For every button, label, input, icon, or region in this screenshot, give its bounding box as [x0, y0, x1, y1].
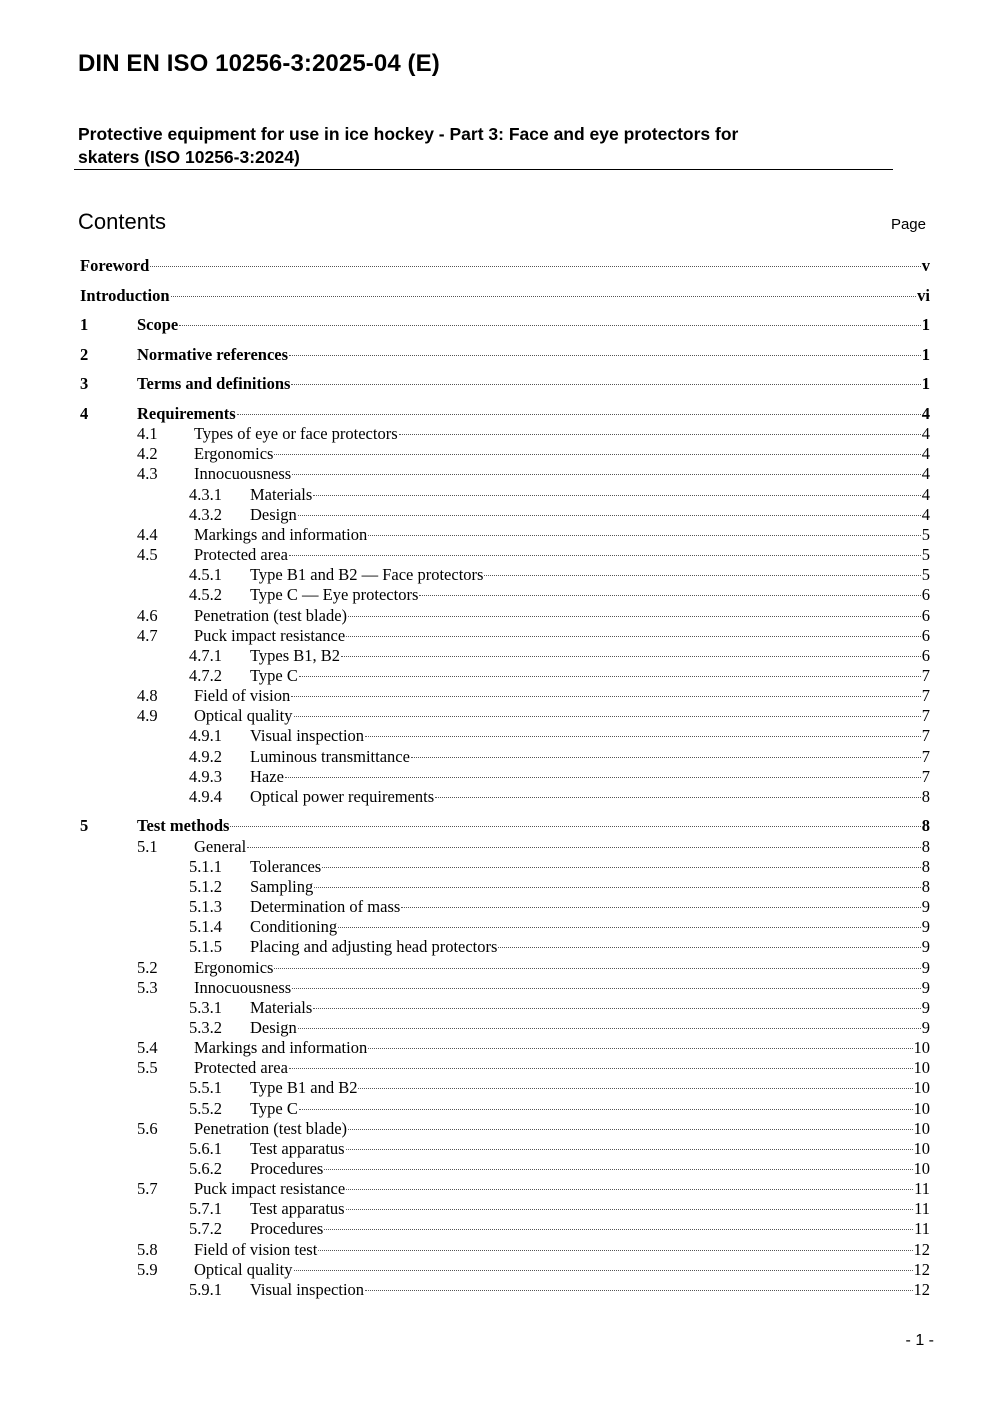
toc-entry-number: 4.9.3 — [189, 766, 222, 786]
toc-entry[interactable] — [194, 424, 930, 444]
toc-entry-number: 5.9.1 — [189, 1279, 222, 1299]
toc-entry[interactable] — [137, 315, 930, 335]
toc-dot-leader — [285, 777, 921, 778]
toc-entry-title: Protected area — [194, 1058, 288, 1078]
toc-entry-title: Requirements — [137, 404, 236, 423]
toc-entry-title: Scope — [137, 315, 179, 335]
toc-entry[interactable] — [250, 787, 930, 807]
toc-entry-number: 4.9 — [137, 706, 158, 726]
toc-entry[interactable] — [194, 444, 930, 464]
toc-entry-number: 5 — [80, 816, 89, 836]
toc-dot-leader — [179, 325, 921, 326]
toc-entry-title: Materials — [250, 997, 313, 1017]
toc-entry-number: 5.4 — [137, 1038, 158, 1058]
toc-entry-title: Types of eye or face protectors — [194, 424, 398, 444]
toc-entry-page: v — [921, 256, 930, 275]
toc-entry-number: 4.7.2 — [189, 665, 222, 685]
toc-entry-number: 5.3.2 — [189, 1017, 222, 1037]
toc-entry[interactable] — [250, 1139, 930, 1159]
toc-entry-page: 1 — [921, 315, 930, 335]
toc-entry-title: Procedures — [250, 1219, 324, 1239]
toc-entry-title: Innocuousness — [194, 977, 292, 997]
toc-entry-number: 4.3.2 — [189, 504, 222, 524]
toc-entry-number: 5.5.1 — [189, 1078, 222, 1098]
toc-entry[interactable] — [250, 726, 930, 746]
toc-dot-leader — [358, 1088, 912, 1089]
toc-entry-page: 11 — [914, 1219, 930, 1239]
toc-dot-leader — [314, 887, 920, 888]
toc-dot-leader — [411, 757, 921, 758]
toc-entry-page: 12 — [913, 1259, 930, 1279]
toc-entry-number: 5.1.3 — [189, 897, 222, 917]
toc-entry[interactable] — [194, 978, 930, 998]
toc-entry-number: 4.9.2 — [189, 746, 222, 766]
toc-entry-page: 8 — [921, 786, 930, 806]
toc-entry[interactable] — [250, 767, 930, 787]
toc-entry-title: Materials — [250, 484, 313, 504]
toc-entry-page: 10 — [913, 1098, 930, 1118]
subtitle-line-2: skaters (ISO 10256-3:2024) — [78, 147, 300, 167]
toc-entry-number: 5.1 — [137, 836, 158, 856]
toc-entry[interactable] — [250, 877, 930, 897]
toc-entry-title: Determination of mass — [250, 897, 401, 917]
toc-entry-title: Ergonomics — [194, 957, 274, 977]
toc-entry-title: Markings and information — [194, 524, 368, 544]
toc-entry-number: 5.5 — [137, 1058, 158, 1078]
toc-entry-page: 10 — [913, 1138, 930, 1158]
toc-entry-title: General — [194, 836, 247, 856]
toc-entry-page: 10 — [913, 1038, 930, 1058]
toc-entry-number: 4.7 — [137, 625, 158, 645]
toc-dot-leader — [299, 1109, 913, 1110]
toc-entry-title: Type C — [250, 665, 298, 685]
toc-entry[interactable] — [194, 626, 930, 646]
toc-entry[interactable] — [194, 1058, 930, 1078]
toc-entry[interactable] — [250, 937, 930, 957]
toc-entry-number: 5.6 — [137, 1118, 158, 1138]
toc-dot-leader — [346, 1149, 913, 1150]
toc-entry-number: 4.9.4 — [189, 786, 222, 806]
toc-entry[interactable] — [137, 374, 930, 394]
toc-entry-title: Introduction — [80, 285, 170, 305]
toc-dot-leader — [298, 1028, 921, 1029]
toc-entry-number: 4.2 — [137, 444, 158, 464]
toc-entry-number: 5.6.2 — [189, 1159, 222, 1178]
toc-entry-title: Luminous transmittance — [250, 746, 410, 766]
contents-heading: Contents — [78, 209, 167, 234]
toc-entry[interactable] — [194, 706, 930, 726]
toc-entry-title: Penetration (test blade) — [194, 1118, 348, 1138]
toc-entry-page: 8 — [921, 836, 930, 856]
toc-entry-page: 7 — [921, 706, 930, 726]
toc-entry-number: 3 — [80, 374, 89, 394]
toc-entry-title: Penetration (test blade) — [194, 605, 348, 625]
toc-entry[interactable] — [80, 256, 930, 276]
toc-entry[interactable] — [250, 505, 930, 525]
toc-dot-leader — [324, 1229, 913, 1230]
toc-dot-leader — [346, 636, 921, 637]
toc-entry-page: 9 — [921, 997, 930, 1017]
toc-dot-leader — [484, 575, 920, 576]
toc-entry-title: Conditioning — [250, 917, 338, 937]
toc-dot-leader — [291, 384, 920, 385]
toc-entry-page: 6 — [921, 645, 930, 665]
toc-entry-page: 4 — [921, 404, 930, 423]
toc-dot-leader — [341, 656, 921, 657]
toc-entry[interactable] — [194, 1260, 930, 1280]
toc-entry-title: Haze — [250, 766, 284, 786]
toc-entry[interactable] — [250, 666, 930, 686]
toc-entry-title: Type B1 and B2 — Face protectors — [250, 565, 484, 585]
toc-entry-page: 7 — [921, 746, 930, 766]
toc-dot-leader — [274, 968, 920, 969]
toc-entry[interactable] — [250, 646, 930, 666]
toc-entry-title: Puck impact resistance — [194, 625, 346, 645]
toc-dot-leader — [313, 495, 920, 496]
toc-dot-leader — [399, 434, 921, 435]
toc-entry[interactable] — [250, 1099, 930, 1119]
toc-entry-title: Innocuousness — [194, 464, 292, 484]
toc-entry-page: 4 — [921, 504, 930, 524]
toc-entry-page: 12 — [913, 1239, 930, 1259]
toc-entry-page: 12 — [913, 1279, 930, 1299]
toc-entry-title: Terms and definitions — [137, 374, 291, 394]
toc-entry-page: 5 — [921, 545, 930, 565]
toc-entry-page: 7 — [921, 766, 930, 786]
toc-dot-leader — [338, 927, 921, 928]
toc-entry-title: Markings and information — [194, 1038, 368, 1058]
toc-entry-number: 4.4 — [137, 524, 158, 544]
toc-entry-number: 4.8 — [137, 686, 158, 706]
toc-entry-page: 11 — [914, 1179, 930, 1199]
toc-entry-number: 4.5.2 — [189, 585, 222, 605]
toc-entry[interactable] — [194, 958, 930, 978]
toc-entry-page: 11 — [914, 1199, 930, 1219]
toc-entry-title: Test methods — [137, 816, 230, 836]
toc-entry[interactable] — [194, 686, 930, 706]
toc-entry-page: 4 — [921, 444, 930, 464]
toc-entry-page: 10 — [913, 1159, 930, 1178]
toc-dot-leader — [419, 595, 920, 596]
toc-entry[interactable] — [250, 917, 930, 937]
toc-entry[interactable] — [137, 345, 930, 365]
footer-page-number: - 1 - — [905, 1332, 934, 1349]
toc-entry-page: 7 — [921, 726, 930, 746]
toc-dot-leader — [292, 988, 921, 989]
toc-dot-leader — [435, 797, 921, 798]
toc-entry-page: 8 — [921, 876, 930, 896]
toc-entry-page: 6 — [921, 625, 930, 645]
toc-entry-title: Visual inspection — [250, 1279, 365, 1299]
toc-dot-leader — [346, 1209, 914, 1210]
toc-entry[interactable] — [250, 485, 930, 505]
toc-entry[interactable] — [250, 1199, 930, 1219]
toc-entry[interactable] — [194, 1240, 930, 1260]
toc-entry[interactable] — [194, 1179, 930, 1199]
toc-entry[interactable] — [80, 286, 930, 306]
subtitle-line-1: Protective equipment for use in ice hockey - Part 3: Face and eye protectors for — [78, 124, 739, 144]
toc-entry-number: 4.5.1 — [189, 565, 222, 585]
toc-entry-title: Test apparatus — [250, 1138, 345, 1158]
toc-dot-leader — [291, 696, 920, 697]
toc-entry-page: 10 — [913, 1058, 930, 1078]
toc-entry[interactable] — [194, 1119, 930, 1139]
toc-dot-leader — [298, 515, 921, 516]
toc-entry-page: 10 — [913, 1078, 930, 1098]
toc-entry-number: 5.5.2 — [189, 1098, 222, 1118]
toc-entry-number: 5.3.1 — [189, 997, 222, 1017]
toc-dot-leader — [322, 867, 921, 868]
toc-entry[interactable] — [250, 1018, 930, 1038]
toc-entry-number: 4.9.1 — [189, 726, 222, 746]
toc-entry[interactable] — [194, 606, 930, 626]
toc-entry-page: 4 — [921, 484, 930, 504]
toc-dot-leader — [247, 847, 921, 848]
toc-entry-title: Test apparatus — [250, 1199, 345, 1219]
toc-entry-title: Types B1, B2 — [250, 645, 341, 665]
toc-entry-title: Type C — Eye protectors — [250, 585, 419, 605]
toc-entry-title: Sampling — [250, 876, 314, 896]
toc-entry-title: Optical quality — [194, 1259, 293, 1279]
toc-entry-page: 9 — [921, 917, 930, 937]
toc-entry[interactable] — [250, 747, 930, 767]
toc-dot-leader — [324, 1169, 912, 1170]
toc-dot-leader — [313, 1008, 920, 1009]
toc-entry[interactable] — [194, 1038, 930, 1058]
toc-entry[interactable] — [250, 585, 930, 605]
toc-dot-leader — [365, 736, 921, 737]
toc-entry-page: 4 — [921, 424, 930, 444]
toc-entry-page: 5 — [921, 565, 930, 585]
toc-dot-leader — [274, 454, 920, 455]
toc-dot-leader — [299, 676, 921, 677]
toc-dot-leader — [348, 616, 921, 617]
toc-entry-page: 5 — [921, 524, 930, 544]
toc-entry[interactable] — [250, 565, 930, 585]
toc-entry-number: 5.1.1 — [189, 856, 222, 876]
toc-entry-title: Design — [250, 504, 297, 524]
toc-entry-number: 5.7.2 — [189, 1219, 222, 1239]
toc-entry-number: 1 — [80, 315, 89, 335]
toc-dot-leader — [292, 474, 921, 475]
toc-entry-page: 8 — [921, 816, 930, 836]
toc-dot-leader — [368, 1048, 912, 1049]
toc-entry[interactable] — [250, 897, 930, 917]
toc-entry-number: 5.7 — [137, 1179, 158, 1199]
toc-entry-title: Tolerances — [250, 856, 322, 876]
toc-entry-number: 5.3 — [137, 977, 158, 997]
toc-dot-leader — [294, 716, 921, 717]
toc-entry-page: 7 — [921, 665, 930, 685]
toc-entry[interactable] — [194, 464, 930, 484]
toc-entry-page: 9 — [921, 977, 930, 997]
toc-entry-page: 7 — [921, 686, 930, 706]
toc-entry-page: 9 — [921, 937, 930, 957]
toc-entry-title: Type C — [250, 1098, 298, 1118]
toc-dot-leader — [237, 414, 921, 415]
toc-dot-leader — [365, 1290, 912, 1291]
toc-entry-number: 5.1.5 — [189, 937, 222, 957]
toc-entry-page: 1 — [921, 374, 930, 394]
toc-dot-leader — [230, 826, 920, 827]
toc-entry-number: 4 — [80, 404, 89, 423]
toc-dot-leader — [498, 947, 920, 948]
toc-dot-leader — [171, 296, 917, 297]
toc-entry-title: Procedures — [250, 1159, 324, 1178]
toc-entry-number: 5.9 — [137, 1259, 158, 1279]
toc-entry[interactable] — [250, 1280, 930, 1300]
toc-entry-title: Placing and adjusting head protectors — [250, 937, 498, 957]
toc-entry-page: 9 — [921, 957, 930, 977]
toc-entry-title: Protected area — [194, 545, 288, 565]
toc-entry-page: 1 — [921, 344, 930, 364]
toc-entry[interactable] — [250, 1159, 930, 1179]
toc-entry-title: Type B1 and B2 — [250, 1078, 358, 1098]
toc-entry-page: vi — [917, 285, 930, 305]
toc-dot-leader — [289, 555, 921, 556]
toc-entry-page: 10 — [913, 1118, 930, 1138]
toc-dot-leader — [318, 1250, 912, 1251]
toc-dot-leader — [294, 1270, 913, 1271]
toc-entry[interactable] — [250, 998, 930, 1018]
toc-entry-page: 6 — [921, 585, 930, 605]
toc-entry-number: 5.6.1 — [189, 1138, 222, 1158]
toc-entry-number: 5.2 — [137, 957, 158, 977]
toc-entry-number: 2 — [80, 344, 89, 364]
toc-entry-page: 8 — [921, 856, 930, 876]
document-id-title: DIN EN ISO 10256-3:2025-04 (E) — [78, 50, 440, 77]
toc-entry-page: 4 — [921, 464, 930, 484]
toc-entry-title: Puck impact resistance — [194, 1179, 346, 1199]
toc-entry-title: Ergonomics — [194, 444, 274, 464]
toc-dot-leader — [401, 907, 920, 908]
toc-entry-title: Optical quality — [194, 706, 293, 726]
toc-entry-number: 4.3.1 — [189, 484, 222, 504]
toc-entry-number: 4.1 — [137, 424, 158, 444]
toc-dot-leader — [368, 535, 921, 536]
toc-entry-number: 4.7.1 — [189, 645, 222, 665]
toc-dot-leader — [346, 1189, 913, 1190]
toc-entry[interactable] — [137, 816, 930, 836]
toc-dot-leader — [348, 1129, 912, 1130]
toc-entry-page: 9 — [921, 897, 930, 917]
toc-entry-number: 4.6 — [137, 605, 158, 625]
toc-entry[interactable] — [194, 545, 930, 565]
toc-entry-title: Normative references — [137, 344, 289, 364]
toc-entry-title: Visual inspection — [250, 726, 365, 746]
page-column-label: Page — [890, 216, 926, 233]
toc-entry-number: 5.1.2 — [189, 876, 222, 896]
toc-dot-leader — [289, 1068, 913, 1069]
toc-entry-title: Field of vision — [194, 686, 291, 706]
toc-entry-title: Optical power requirements — [250, 786, 435, 806]
toc-entry[interactable] — [194, 525, 930, 545]
toc-entry-title: Design — [250, 1017, 297, 1037]
toc-entry[interactable] — [250, 1078, 930, 1098]
toc-entry-page: 6 — [921, 605, 930, 625]
toc-entry-number: 5.1.4 — [189, 917, 222, 937]
toc-dot-leader — [150, 266, 920, 267]
toc-entry[interactable] — [137, 404, 930, 424]
toc-entry-number: 5.7.1 — [189, 1199, 222, 1219]
toc-entry-page: 9 — [921, 1017, 930, 1037]
toc-entry-number: 4.5 — [137, 545, 158, 565]
toc-entry[interactable] — [194, 837, 930, 857]
toc-dot-leader — [289, 355, 921, 356]
toc-entry-title: Foreword — [80, 256, 150, 275]
toc-entry[interactable] — [250, 857, 930, 877]
toc-entry-number: 5.8 — [137, 1239, 158, 1259]
toc-entry-title: Field of vision test — [194, 1239, 318, 1259]
toc-entry-number: 4.3 — [137, 464, 158, 484]
toc-entry[interactable] — [250, 1219, 930, 1239]
